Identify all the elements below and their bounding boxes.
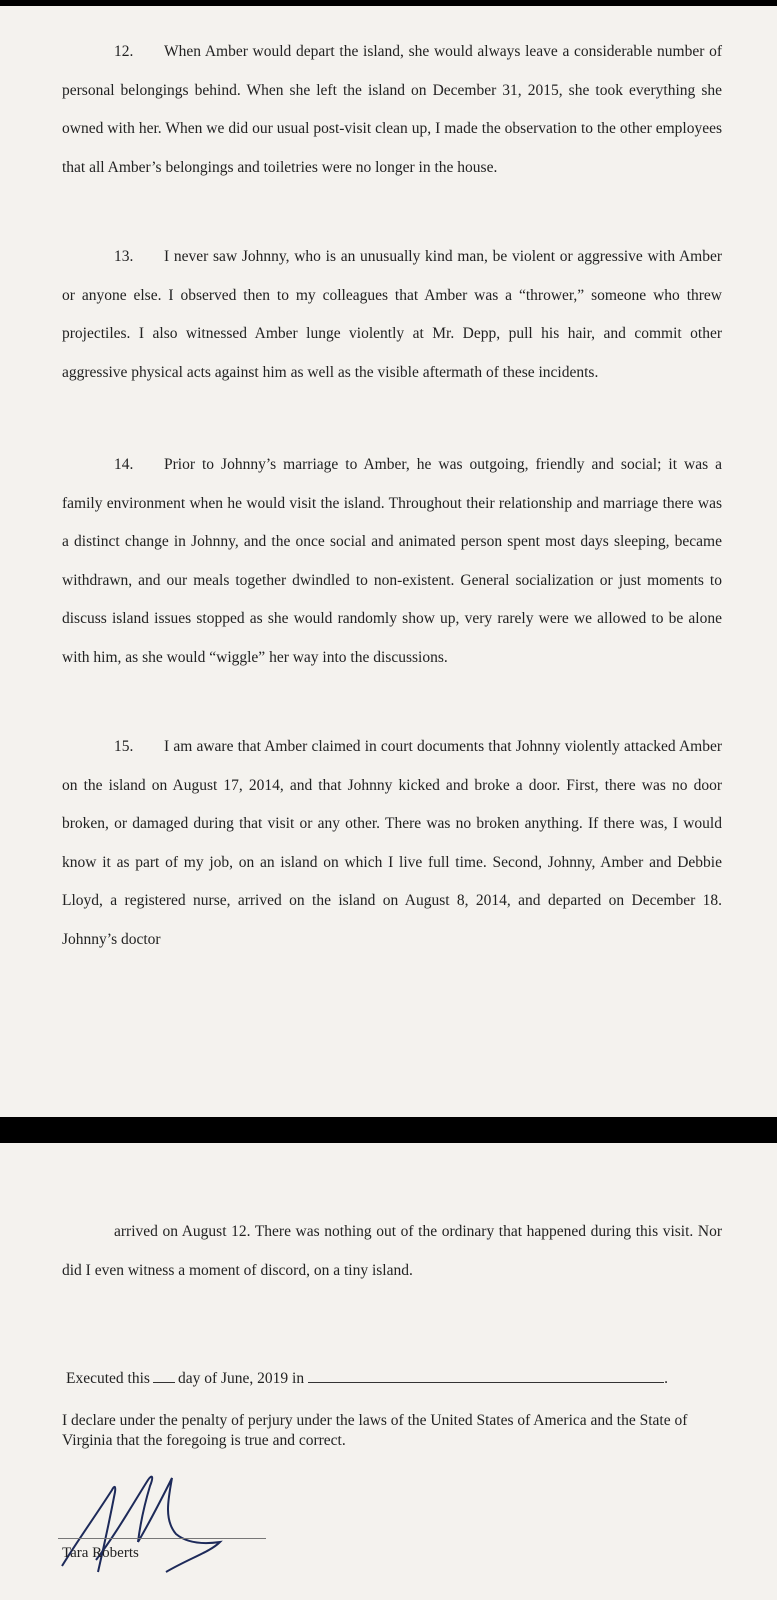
paragraph-14 [62,446,722,677]
paragraph-number: 15. [114,738,134,755]
declaration: I declare under the penalty of perjury under the laws of the United States of America and the State of Virginia that the foregoing is true and correct. [62,1412,688,1449]
execution-suffix: . [664,1370,668,1387]
signer-name: Tara Roberts [62,1545,139,1561]
paragraph-13 [62,238,722,392]
execution-middle: day of June, 2019 in [177,1370,305,1387]
paragraph-number: 14. [114,456,134,473]
signature-line [58,1538,266,1539]
paragraph-text: When Amber would depart the island, she would always leave a considerable number of personal belongings behind. When she left the island on December 31, 2015, she took everything she owned with her. When we did our usual post-visit clean up, I made the observation to the other employees that all Amber’s belongings and toiletries were no longer in the house. [62,43,722,176]
paragraph-text: I never saw Johnny, who is an unusually kind man, be violent or aggressive with Amber or anyone else. I observed then to my colleagues that Amber was a “thrower,” someone who threw projectiles. I also witnessed Amber lunge violently at Mr. Depp, pull his hair, and commit other aggressive physical acts against him as well as the visible aftermath of these incidents. [62,248,722,381]
paragraph-number: 13. [114,248,134,265]
location-blank [308,1368,664,1383]
execution-prefix: Executed this [66,1370,150,1387]
paragraph-15 [62,728,722,959]
paragraph-number: 12. [114,43,134,60]
day-blank [153,1368,175,1383]
paragraph-12 [62,33,722,187]
paragraph-text: Prior to Johnny’s marriage to Amber, he was outgoing, friendly and social; it was a family environment when he would visit the island. Throughout their relationship and marriage there was a distinct change in Johnny, and the once social and animated person spent most days sleeping, became withdrawn, and our meals together dwindled to non-existent. General socialization or just moments to discuss island issues stopped as she would randomly show up, very rarely were we allowed to be alone with him, as she would “wiggle” her way into the discussions. [62,456,722,666]
execution-line [66,1368,668,1388]
paragraph-text: I am aware that Amber claimed in court documents that Johnny violently attacked Amber on the island on August 17, 2014, and that Johnny kicked and broke a door. First, there was no door broken, or damaged during that visit or any other. There was no broken anything. If there was, I would know it as part of my job, on an island on which I live full time. Second, Johnny, Amber and Debbie Lloyd, a registered nurse, arrived on the island on August 8, 2014, and departed on December 18. Johnny’s doctor [62,738,722,948]
paragraph-15-continued: arrived on August 12. There was nothing out of the ordinary that happened during this visit. Nor did I even witness a moment of discord, on a tiny island. [62,1223,722,1279]
